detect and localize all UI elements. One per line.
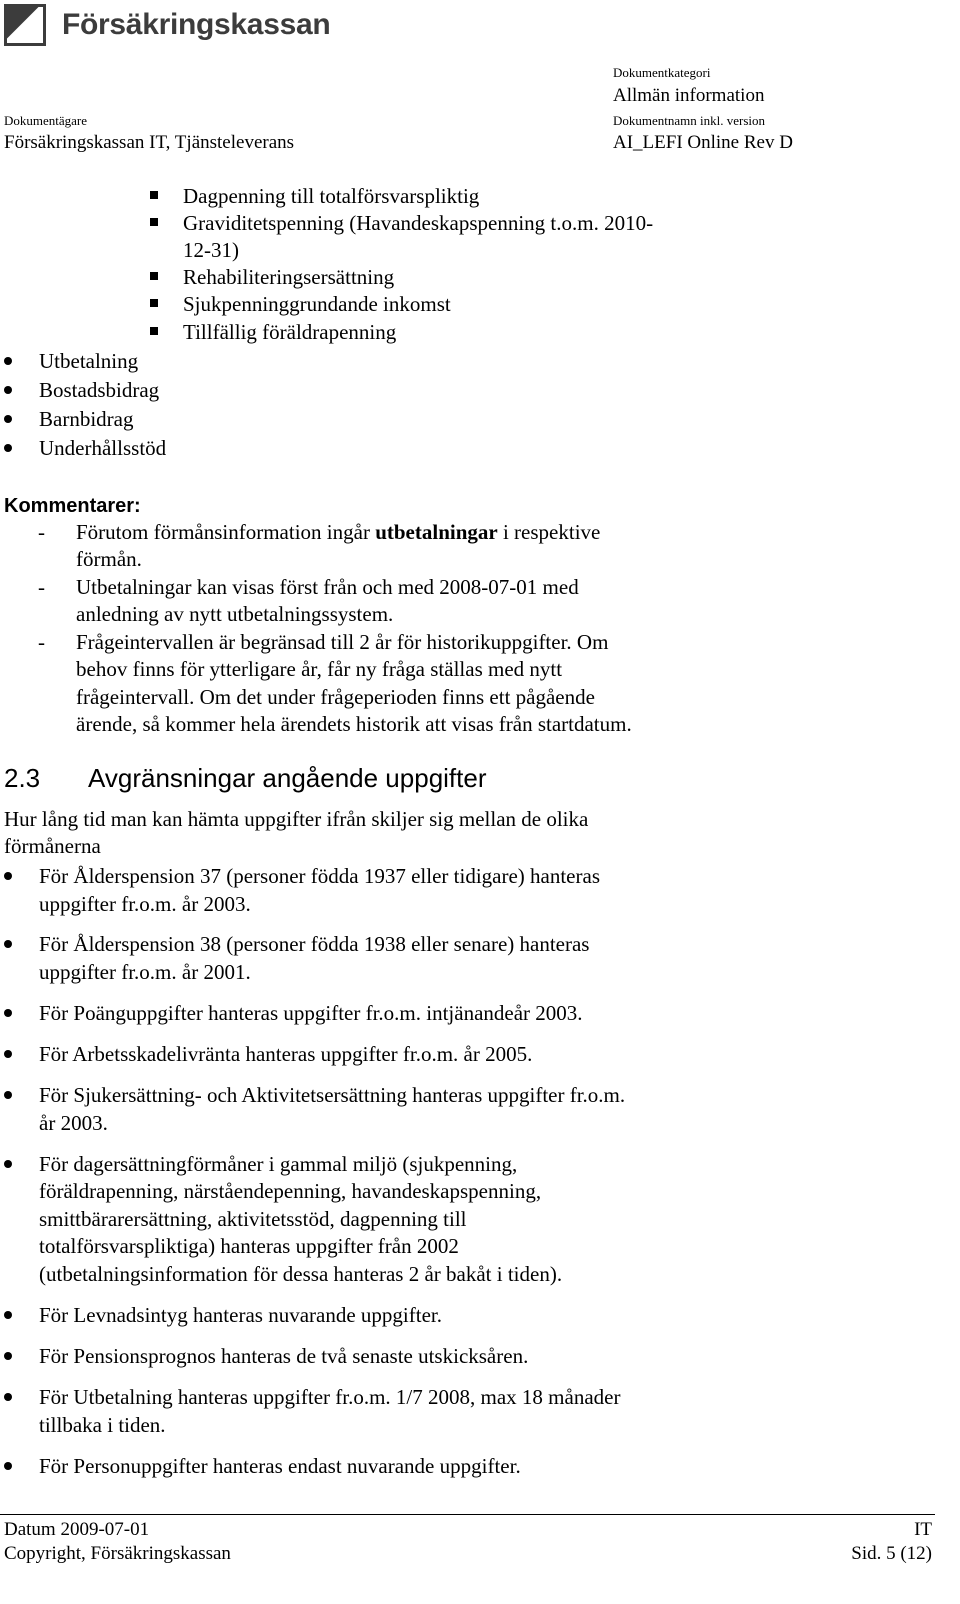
bullet-icon [4,940,12,948]
bullet-icon [4,1311,12,1319]
footer-divider [0,1514,935,1515]
square-bullet-icon [150,299,158,307]
limit-item-line: år 2003. [39,1111,108,1135]
section-intro-line-2: förmånerna [4,834,101,858]
bullet-icon [4,386,12,394]
comments-heading: Kommentarer: [4,495,141,517]
limit-item-line: uppgifter fr.o.m. år 2001. [39,960,251,984]
section-intro-line-1: Hur lång tid man kan hämta uppgifter ifrån skiljer sig mellan de olika [4,807,589,831]
comment-1-line-2: förmån. [76,547,142,571]
comment-1-bold: utbetalningar [375,520,498,544]
comment-dash: - [38,575,45,599]
square-bullet-icon [150,327,158,335]
list-item: Sjukpenninggrundande inkomst [183,292,451,316]
limit-item-line: För Arbetsskadelivränta hanteras uppgifter fr.o.m. år 2005. [39,1042,533,1066]
square-bullet-icon [150,272,158,280]
logo-mark-icon [4,4,46,46]
bullet-icon [4,1462,12,1470]
limit-item-line: tillbaka i tiden. [39,1413,166,1437]
bullet-icon [4,1050,12,1058]
bullet-icon [4,415,12,423]
comment-dash: - [38,520,45,544]
list-item: Utbetalning [39,349,139,373]
comment-3-line-1: Frågeintervallen är begränsad till 2 år för historikuppgifter. Om [76,630,609,654]
limit-item-line: För Ålderspension 37 (personer födda 1937 eller tidigare) hanteras [39,864,600,888]
bullet-icon [4,1091,12,1099]
dokumentagare-label: Dokumentägare [4,113,88,128]
comment-2-line-1: Utbetalningar kan visas först från och med 2008-07-01 med [76,575,579,599]
comment-3-line-3: frågeintervall. Om det under frågeperioden finns ett pågående [76,685,595,709]
bullet-icon [4,444,12,452]
comment-2-line-2: anledning av nytt utbetalningssystem. [76,602,394,626]
dokumentkategori-label: Dokumentkategori [613,65,711,80]
comment-1-text: Förutom förmånsinformation ingår [76,520,376,544]
list-item-continuation: 12-31) [183,238,239,262]
limit-item-line: För Utbetalning hanteras uppgifter fr.o.m. 1/7 2008, max 18 månader [39,1385,621,1409]
limit-item-line: För Poänguppgifter hanteras uppgifter fr.o.m. intjänandeår 2003. [39,1001,583,1025]
comment-3-line-4: ärende, så kommer hela ärendets historik att visas från startdatum. [76,712,632,736]
limit-item-line: För Personuppgifter hanteras endast nuvarande uppgifter. [39,1454,521,1478]
limit-item-line: (utbetalningsinformation för dessa hanteras 2 år bakåt i tiden). [39,1262,563,1286]
section-number: 2.3 [4,763,41,793]
logo-text: Försäkringskassan [62,8,331,41]
limit-item-line: totalförsvarspliktiga) hanteras uppgifter från 2002 [39,1234,459,1258]
limit-item-line: För Pensionsprognos hanteras de två senaste utskicksåren. [39,1344,529,1368]
comment-dash: - [38,630,45,654]
dokumentnamn-label: Dokumentnamn inkl. version [613,113,766,128]
list-item: Underhållsstöd [39,436,167,460]
footer-date: Datum 2009-07-01 [4,1519,150,1540]
list-item: Graviditetspenning (Havandeskapspenning t.o.m. 2010- [183,211,654,235]
dokumentnamn-value: AI_LEFI Online Rev D [613,132,793,153]
dokumentagare-value: Försäkringskassan IT, Tjänsteleverans [4,132,295,153]
limit-item-line: föräldrapenning, närståendepenning, havandeskapspenning, [39,1179,542,1203]
dokumentkategori-value: Allmän information [613,85,765,106]
list-item: Rehabiliteringsersättning [183,265,395,289]
list-item: Barnbidrag [39,407,134,431]
footer-page-number: Sid. 5 (12) [851,1543,932,1564]
bullet-icon [4,1352,12,1360]
logo [4,4,330,46]
square-bullet-icon [150,191,158,199]
limit-item-line: För Sjukersättning- och Aktivitetsersättning hanteras uppgifter fr.o.m. [39,1083,626,1107]
limit-item-line: För Levnadsintyg hanteras nuvarande uppgifter. [39,1303,442,1327]
bullet-icon [4,1160,12,1168]
list-item: Tillfällig föräldrapenning [183,320,397,344]
bullet-icon [4,1009,12,1017]
limit-item-line: För dagersättningförmåner i gammal miljö (sjukpenning, [39,1152,518,1176]
bullet-icon [4,1393,12,1401]
section-title: Avgränsningar angående uppgifter [88,763,487,793]
bullet-icon [4,872,12,880]
comment-3-line-2: behov finns för ytterligare år, får ny fråga ställas med nytt [76,657,563,681]
list-item: Bostadsbidrag [39,378,160,402]
limit-item-line: För Ålderspension 38 (personer födda 1938 eller senare) hanteras [39,932,590,956]
limit-item-line: uppgifter fr.o.m. år 2003. [39,892,251,916]
list-item: Dagpenning till totalförsvarspliktig [183,184,480,208]
footer-it: IT [914,1519,932,1540]
comment-1-line-1 [76,522,600,543]
comment-1-text-end: i respektive [497,520,601,544]
limit-item-line: smittbärarersättning, aktivitetsstöd, dagpenning till [39,1207,467,1231]
square-bullet-icon [150,218,158,226]
footer-copyright: Copyright, Försäkringskassan [4,1543,231,1564]
bullet-icon [4,357,12,365]
